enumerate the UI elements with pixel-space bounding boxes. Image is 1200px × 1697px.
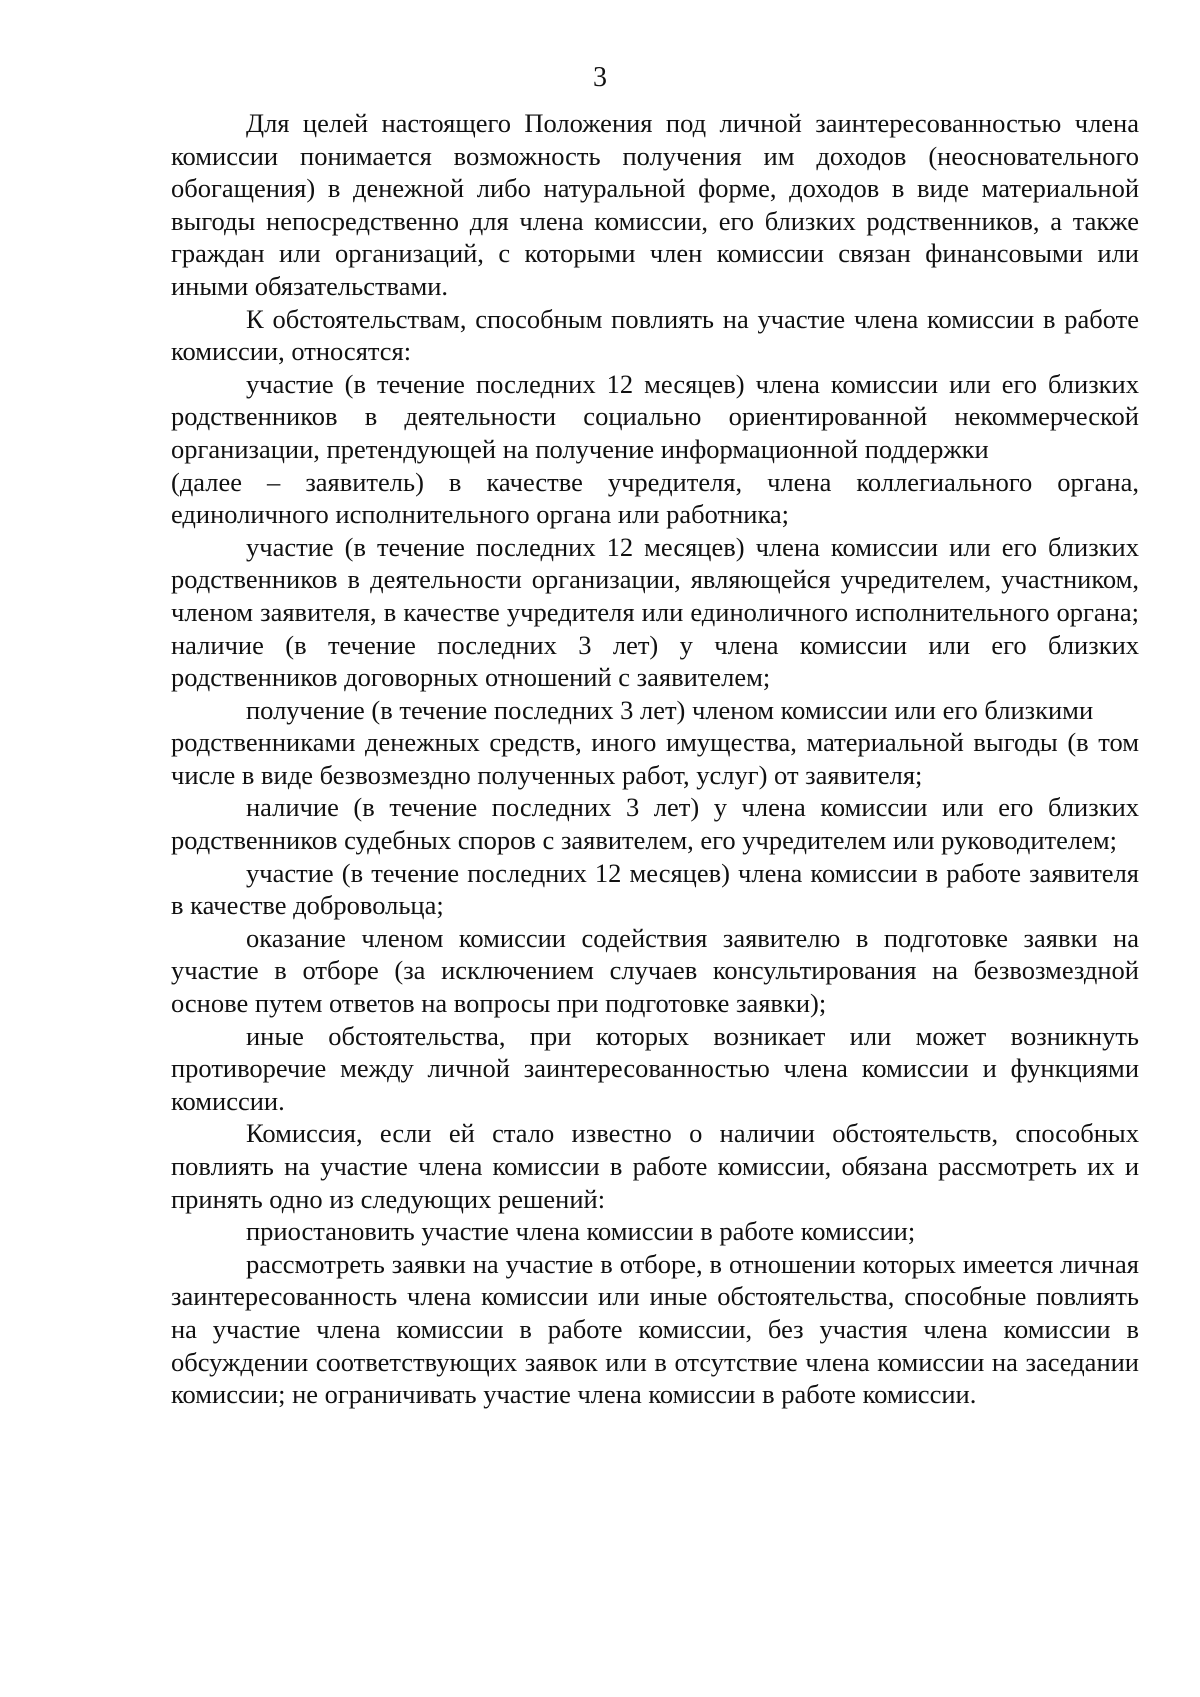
paragraph-circumstances-intro: К обстоятельствам, способным повлиять на участие члена комиссии в работе комиссии, относятся: [171, 303, 1139, 367]
paragraph-receipt-funds: получение (в течение последних 3 лет) членом комиссии или его близкими [246, 694, 1094, 725]
paragraph-applicant-definition: (далее – заявитель) в качестве учредителя, члена коллегиального органа, единоличного исполнительного органа или работника; [171, 466, 1139, 530]
paragraph-participation-organization: участие (в течение последних 12 месяцев) члена комиссии или его близких родственников в деятельности организации, являющейся учредителем, участником, членом заявителя, в качестве учредителя или единоличного исполнительного органа; наличие (в течение последних 3 лет) у члена комиссии или его близких родственников договорных отношений с заявителем; [171, 531, 1139, 693]
paragraph-assistance: оказание членом комиссии содействия заявителю в подготовке заявки на участие в отборе (за исключением случаев консультирования на безвозмездной основе путем ответов на вопросы при подготовке заявки); [171, 922, 1139, 1019]
paragraph-court-disputes: наличие (в течение последних 3 лет) у члена комиссии или его близких родственников судебных споров с заявителем, его учредителем или руководителем; [171, 792, 1139, 856]
document-body [171, 107, 1139, 1411]
paragraph-commission-decisions: Комиссия, если ей стало известно о наличии обстоятельств, способных повлиять на участие члена комиссии в работе комиссии, обязана рассмотреть их и принять одно из следующих решений: [171, 1118, 1139, 1214]
paragraph-personal-interest-definition: Для целей настоящего Положения под личной заинтересованностью члена комиссии понимается возможность получения им доходов (неосновательного обогащения) в денежной либо натуральной форме, доходов в виде материальной выгоды непосредственно для члена комиссии, его близких родственников, а также граждан или организаций, с которыми член комиссии связан финансовыми или иными обязательствами. [171, 108, 1139, 301]
paragraph-volunteer: участие (в течение последних 12 месяцев) члена комиссии в работе заявителя в качестве добровольца; [171, 857, 1139, 921]
paragraph-suspend-participation: приостановить участие члена комиссии в работе комиссии; [246, 1216, 916, 1247]
paragraph-participation-nko: участие (в течение последних 12 месяцев) члена комиссии или его близких родственников в деятельности социально ориентированной некоммерческой организации, претендующей на получение информационной поддержки [171, 368, 1139, 464]
paragraph-receipt-funds-continued: родственниками денежных средств, иного имущества, материальной выгоды (в том числе в виде безвозмездно полученных работ, услуг) от заявителя; [171, 727, 1139, 790]
paragraph-consider-applications: рассмотреть заявки на участие в отборе, в отношении которых имеется личная заинтересованность члена комиссии или иные обстоятельства, способные повлиять на участие члена комиссии в работе комиссии, без участия члена комиссии в обсуждении соответствующих заявок или в отсутствие члена комиссии на заседании комиссии; не ограничивать участие члена комиссии в работе комиссии. [171, 1248, 1139, 1410]
page-number: 3 [593, 62, 607, 93]
paragraph-other-circumstances: иные обстоятельства, при которых возникает или может возникнуть противоречие между личной заинтересованностью члена комиссии и функциями комиссии. [171, 1020, 1139, 1116]
